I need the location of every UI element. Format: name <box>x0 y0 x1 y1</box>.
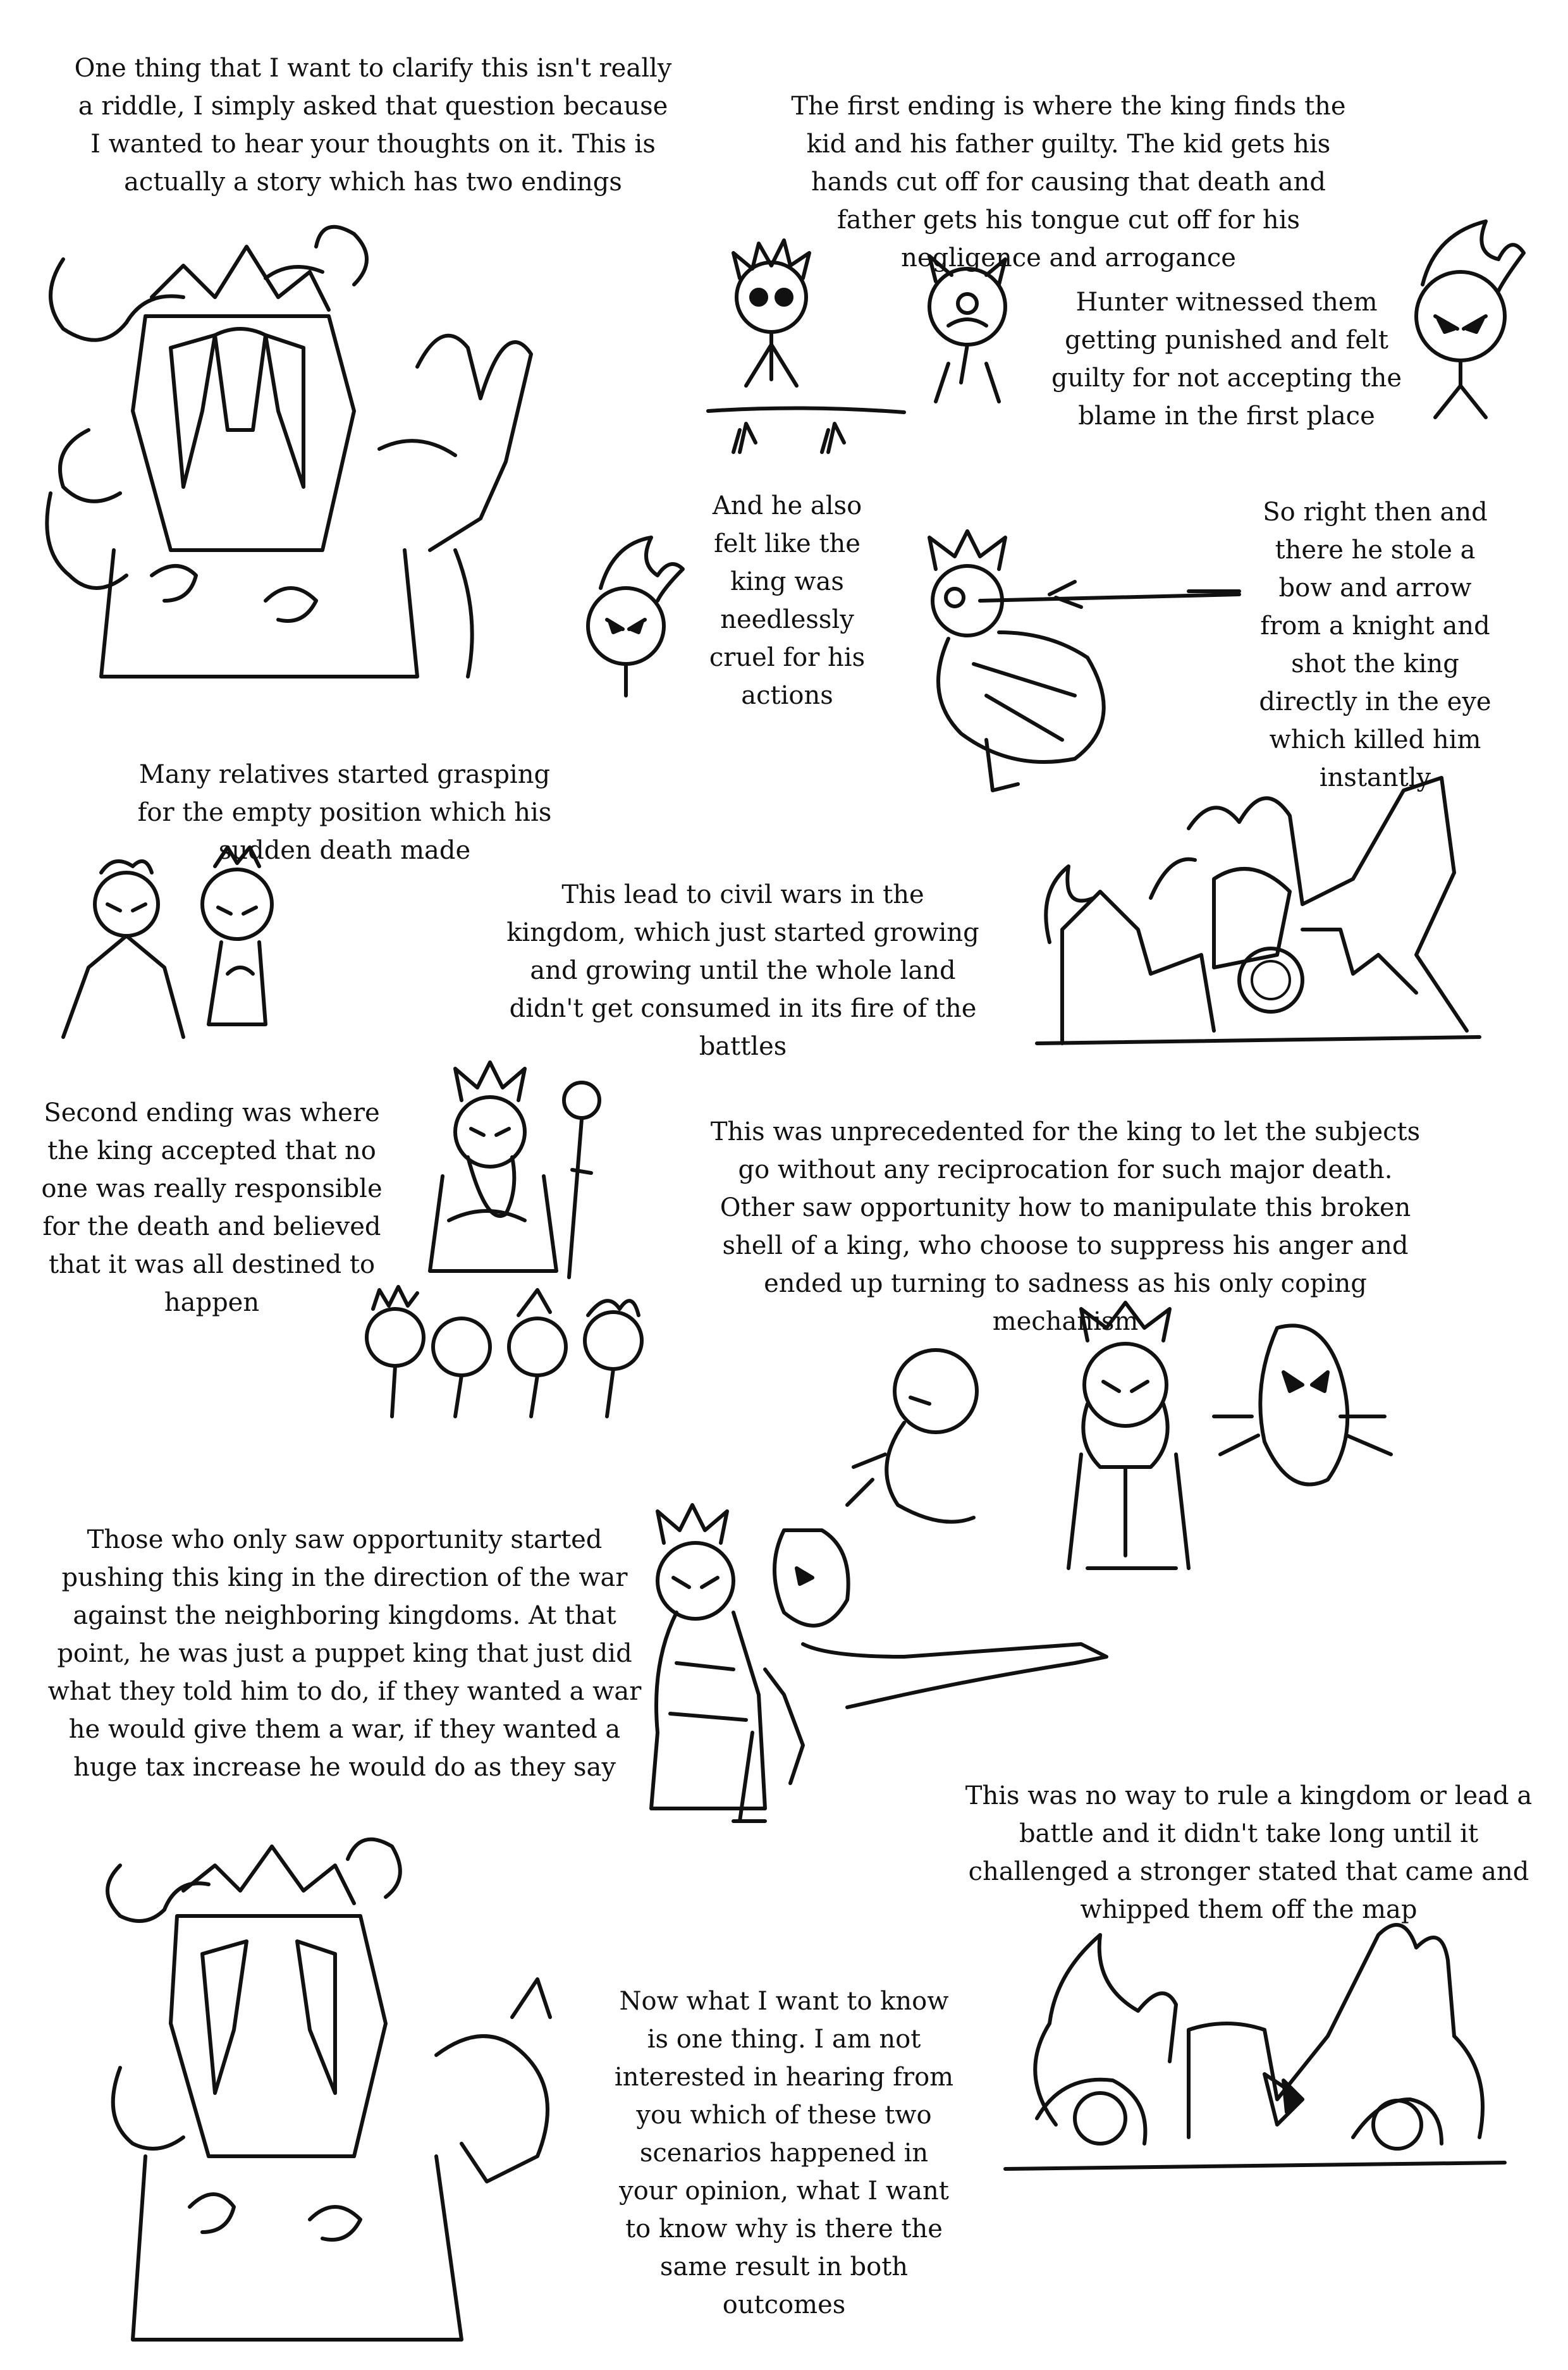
crowd-heads <box>354 1277 683 1429</box>
small-hunter-head <box>563 519 702 702</box>
caption-no-way-to-rule: This was no way to rule a kingdom or lead a battle and it didn't take long until it challenged a stronger stated that came and whipped them off the map <box>965 1781 1533 1924</box>
seated-king-with-scepter <box>411 1062 626 1303</box>
caption-also-felt: And he also felt like the king was needlessly cruel for his actions <box>709 491 866 710</box>
caption-hunter-witnessed: Hunter witnessed them getting punished and felt guilty for not accepting the blame in the first place <box>1051 288 1402 431</box>
father-figure <box>898 250 1037 408</box>
caption-stole-bow: So right then and there he stole a bow and arrow from a knight and shot the king directly in the eye which killed him instantly <box>1259 498 1491 792</box>
burning-ruins <box>1024 765 1492 1056</box>
cut-hands-drawing <box>702 398 910 462</box>
caption-first-ending: The first ending is where the king finds the kid and his father guilty. The kid gets his hands cut off for causing that death and father gets his tongue cut off for his negligence and arrogance <box>791 92 1346 273</box>
shot-king-figure <box>885 531 1265 797</box>
horned-ruler-figure <box>25 221 582 715</box>
caption-intro: One thing that I want to clarify this isn't really a riddle, I simply asked that question because I wanted to hear your thoughts on it. This is actually a story which has two endings <box>74 54 672 197</box>
hunter-figure <box>1391 209 1530 424</box>
kid-figure <box>708 240 835 411</box>
caption-relatives: Many relatives started grasping for the empty position which his sudden death made <box>137 760 552 865</box>
caption-unprecedented: This was unprecedented for the king to let the subjects go without any reciprocation for such major death. Other saw opportunity how to manipulate this broken shell of a king, who choose to suppress his anger and ended up turning to sadness as his only coping mechanism <box>710 1117 1421 1336</box>
caption-second-ending: Second ending was where the king accepted that no one was really responsible for the death and believed that it was all destined to happen <box>41 1098 383 1317</box>
relative-figures <box>38 847 303 1050</box>
caption-civil-wars: This lead to civil wars in the kingdom, which just started growing and growing until the whole land didn't get consumed in its fire of the battles <box>506 880 979 1061</box>
pointing-adviser-and-king <box>639 1505 1119 1834</box>
caption-final-question: Now what I want to know is one thing. I am not interested in hearing from you which of these two scenarios happened in your opinion, what I want to know why is there the same result in both outcomes <box>614 1987 954 2319</box>
horned-ruler-figure-bottom <box>82 1827 601 2352</box>
burning-ruins-bottom <box>999 1910 1517 2188</box>
caption-puppet-king: Those who only saw opportunity started pushing this king in the direction of the war against the neighboring kingdoms. At that point, he was just a puppet king that just did what they told him to do, if they wanted a war he would give them a war, if they wanted a huge tax increase he would do as they say <box>47 1525 642 1782</box>
